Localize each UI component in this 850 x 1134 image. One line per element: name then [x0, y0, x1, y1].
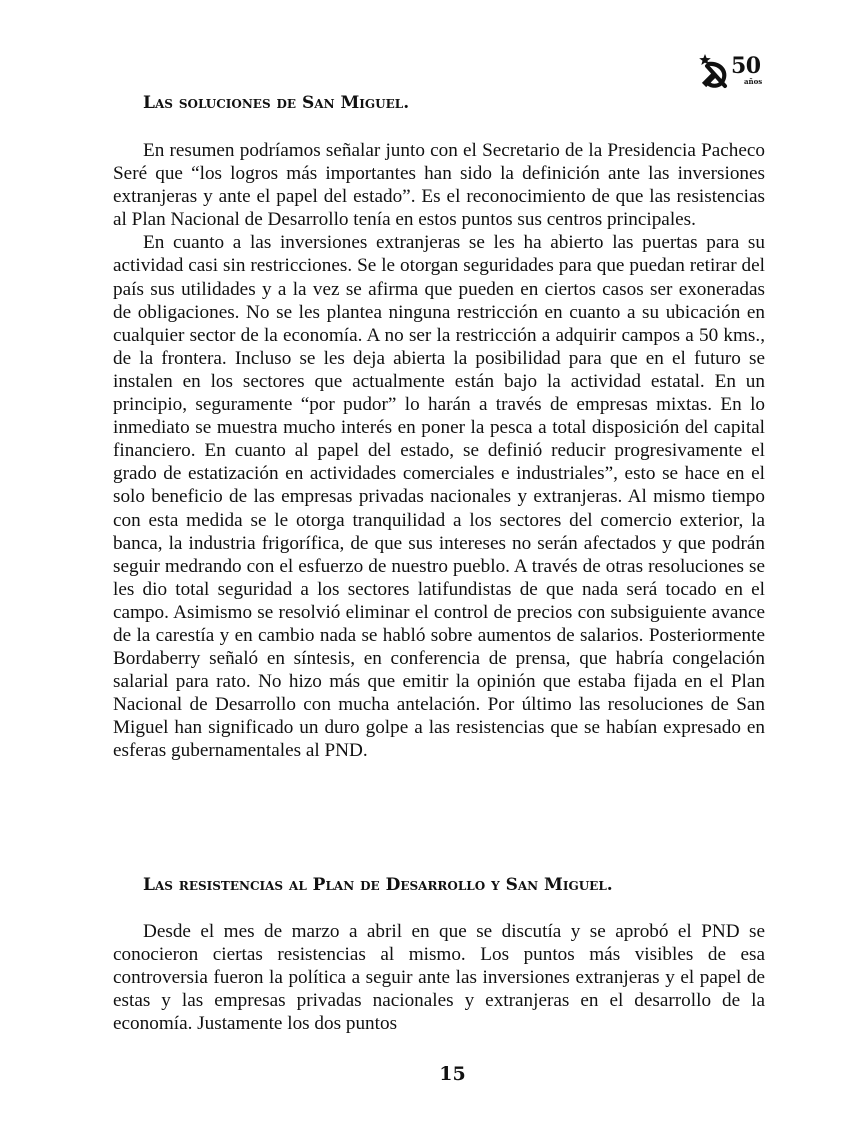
section-body-resistencias	[113, 920, 765, 1035]
section-heading-soluciones: Las soluciones de San Miguel.	[143, 93, 410, 113]
logo-number: 50	[731, 53, 761, 79]
anniversary-logo	[698, 52, 770, 92]
section-heading-resistencias: Las resistencias al Plan de Desarrollo y San Miguel.	[143, 875, 613, 895]
page-number: 15	[439, 1063, 466, 1085]
logo-subtitle: años	[744, 77, 763, 86]
section-body-soluciones	[113, 139, 765, 763]
paragraph: En cuanto a las inversiones extranjeras se les ha abierto las puertas para su actividad casi sin restricciones. Se le otorgan seguridades para que puedan retirar del país sus utilidades y a la vez se afirma que pueden en ciertos casos ser exoneradas de obligaciones. No se les plantea ninguna restricción en cuanto a su ubicación en cualquier sector de la economía. A no ser la restricción a adquirir campos a 50 kms., de la frontera. Incluso se les deja abierta la posibilidad para que en el futuro se instalen en los sectores que actualmente están bajo la actividad estatal. En un principio, seguramente “por pudor” lo harán a través de empresas mixtas. En lo inmediato se muestra mucho interés en poner la pesca a total disposición del capital financiero. En cuanto al papel del estado, se definió reducir progresivamente el grado de estatización en actividades comerciales e industriales”, esto se hace en el solo beneficio de las empresas privadas nacionales y extranjeras. Al mismo tiempo con esta medida se le otorga tranquilidad a los sectores del comercio exterior, la banca, la industria frigorífica, de que sus intereses no serán afectados y que podrán seguir medrando con el esfuerzo de nuestro pueblo. A través de otras resoluciones se les dio total seguridad a los sectores latifundistas de que nada será tocado en el campo. Asimismo se resolvió eliminar el control de precios con subsiguiente avance de la carestía y en cambio nada se habló sobre aumentos de salarios. Posteriormente Bordaberry señaló en síntesis, en conferencia de prensa, que habría congelación salarial para rato. No hizo más que emitir la opinión que estaba fijada en el Plan Nacional de Desarrollo con mucha antelación. Por último las resoluciones de San Miguel han significado un duro golpe a las resistencias que se habían expresado en esferas gubernamentales al PND.	[113, 232, 765, 762]
paragraph: En resumen podríamos señalar junto con el Secretario de la Presidencia Pacheco Seré que “los logros más importantes han sido la definición ante las inversiones extranjeras y ante el papel del estado”. Es el reconocimiento de que las resistencias al Plan Nacional de Desarrollo tenía en estos puntos sus centros principales.	[113, 140, 765, 231]
paragraph: Desde el mes de marzo a abril en que se discutía y se aprobó el PND se conocieron ciertas resistencias al mismo. Los puntos más visibles de esa controversia fueron la política a seguir ante las inversiones extranjeras y el papel de estas y las empresas privadas nacionales y extranjeras en el desarrollo de la economía. Justamente los dos puntos	[113, 921, 765, 1035]
